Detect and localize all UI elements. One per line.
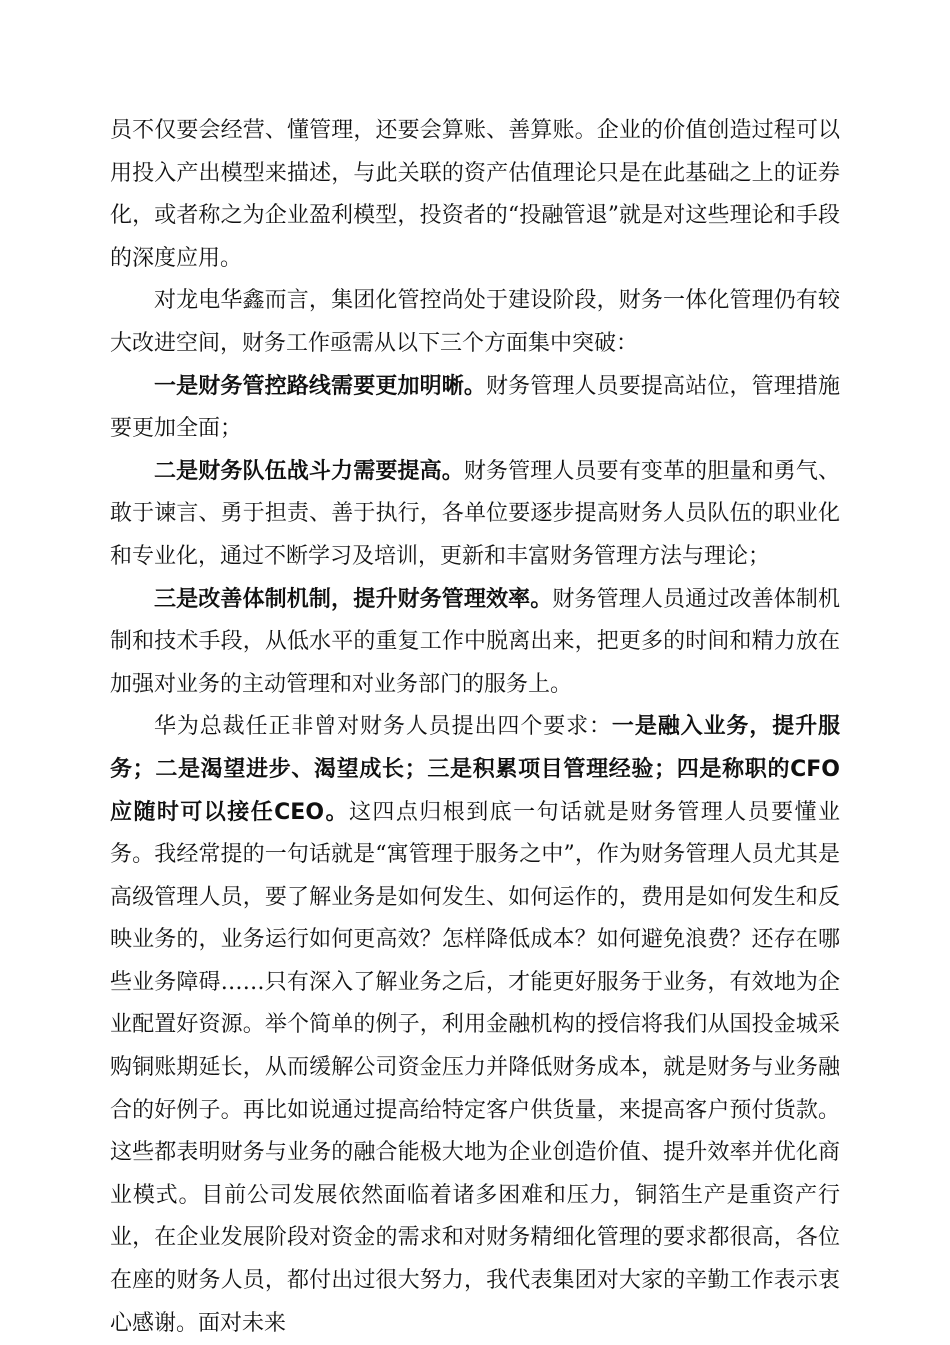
- paragraph-point-two: [110, 451, 840, 579]
- point-one-body: 财务管理人员要提高站位，管理措施要更加全面；: [110, 373, 840, 442]
- point-three-body: 财务管理人员通过改善体制机制和技术手段，从低水平的重复工作中脱离出来，把更多的时间和精力放在加强对业务的主动管理和对业务部门的服务上。: [110, 586, 840, 697]
- huawei-lead: 华为总裁任正非曾对财务人员提出四个要求：: [154, 714, 612, 740]
- huawei-requirements: 一是融入业务，提升服务；二是渴望进步、渴望成长；三是积累项目管理经验；四是称职的CFO应随时可以接任CEO。: [110, 714, 840, 825]
- paragraph-point-one: [110, 366, 840, 451]
- huawei-body: 这四点归根到底一句话就是财务管理人员要懂业务。我经常提的一句话就是“寓管理于服务之中”，作为财务管理人员尤其是高级管理人员，要了解业务是如何发生、如何运作的，费用是如何发生和反映业务的，业务运行如何更高效？怎样降低成本？如何避免浪费？还存在哪些业务障碍……只有深入了解业务之后，才能更好服务于业务，有效地为企业配置好资源。举个简单的例子，利用金融机构的授信将我们从国投金城采购铜账期延长，从而缓解公司资金压力并降低财务成本，就是财务与业务融合的好例子。再比如说通过提高给特定客户供货量，来提高客户预付货款。这些都表明财务与业务的融合能极大地为企业创造价值、提升效率并优化商业模式。目前公司发展依然面临着诸多困难和压力，铜箔生产是重资产行业，在企业发展阶段对资金的需求和对财务精细化管理的要求都很高，各位在座的财务人员，都付出过很大努力，我代表集团对大家的辛勤工作表示衷心感谢。面对未来: [110, 799, 840, 1336]
- paragraph-huawei: [110, 706, 840, 1345]
- point-two-heading: 二是财务队伍战斗力需要提高。: [154, 458, 464, 484]
- document-page: [110, 110, 840, 1345]
- paragraph-continued: 员不仅要会经营、懂管理，还要会算账、善算账。企业的价值创造过程可以用投入产出模型来描述，与此关联的资产估值理论只是在此基础之上的证券化，或者称之为企业盈利模型，投资者的“投融管退”就是对这些理论和手段的深度应用。: [110, 118, 840, 271]
- paragraph-intro: 对龙电华鑫而言，集团化管控尚处于建设阶段，财务一体化管理仍有较大改进空间，财务工作亟需从以下三个方面集中突破：: [110, 288, 840, 356]
- point-two-body: 财务管理人员要有变革的胆量和勇气、敢于谏言、勇于担责、善于执行，各单位要逐步提高财务人员队伍的职业化和专业化，通过不断学习及培训，更新和丰富财务管理方法与理论；: [110, 458, 840, 569]
- point-three-heading: 三是改善体制机制，提升财务管理效率。: [154, 586, 553, 612]
- point-one-heading: 一是财务管控路线需要更加明晰。: [154, 373, 486, 399]
- paragraph-point-three: [110, 579, 840, 707]
